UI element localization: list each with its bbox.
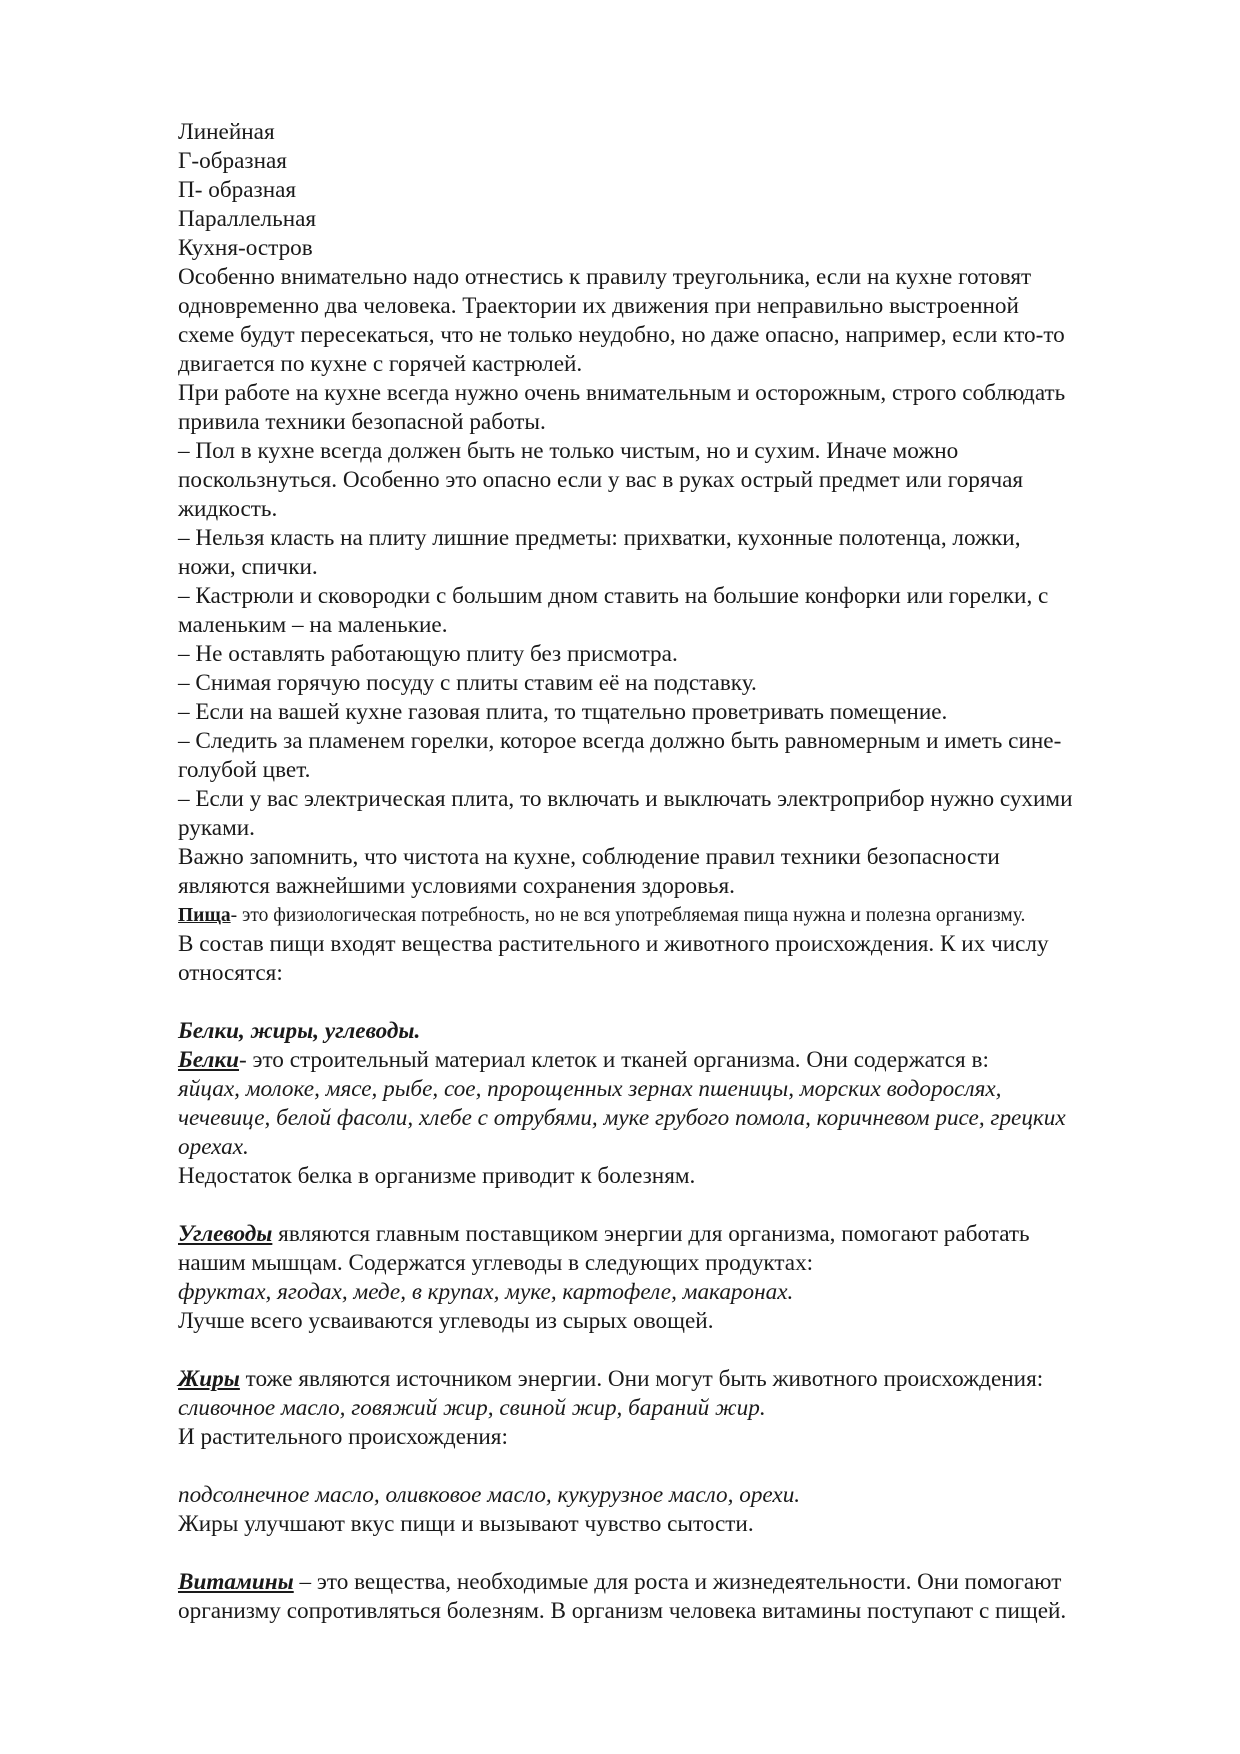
carbs-term: Углеводы [178,1221,273,1247]
carbs-definition: являются главным поставщиком энергии для организма, помогают работать [272,1221,1030,1247]
fats-term: Жиры [178,1366,240,1392]
proteins-definition: - это строительный материал клеток и тканей организма. Они содержатся в: [239,1047,989,1073]
text-line: привила техники безопасной работы. [178,409,546,435]
fats-definition-line [178,1365,1178,1394]
fats-plant-sources: подсолнечное масло, оливковое масло, кукурузное масло, орехи. [178,1482,801,1508]
layout-u-shaped: П- образная [178,177,297,203]
vitamins-paragraph [178,1568,1178,1626]
fats-paragraph [178,1365,1178,1539]
text-line: При работе на кухне всегда нужно очень внимательным и осторожным, строго соблюдать [178,380,1066,406]
rule-line: – Нельзя класть на плиту лишние предметы: прихватки, кухонные полотенца, ложки, [178,525,1021,551]
text-line: относятся: [178,960,283,986]
fats-note: Жиры улучшают вкус пищи и вызывают чувство сытости. [178,1511,754,1537]
layout-linear: Линейная [178,119,275,145]
carbs-definition-line [178,1220,1178,1249]
proteins-sources-line: чечевице, белой фасоли, хлебе с отрубями, муке грубого помола, коричневом рисе, грецких [178,1105,1066,1131]
rule-line: – Снимая горячую посуду с плиты ставим её на подставку. [178,670,757,696]
document-page [178,118,1178,1626]
food-term: Пища [178,905,231,926]
proteins-note: Недостаток белка в организме приводит к болезням. [178,1163,696,1189]
text-line: организму сопротивляться болезням. В организм человека витамины поступают с пищей. [178,1598,1067,1624]
blank-line [178,1539,1178,1568]
rule-line: – Если на вашей кухне газовая плита, то тщательно проветривать помещение. [178,699,948,725]
carbs-paragraph [178,1220,1178,1336]
fats-definition: тоже являются источником энергии. Они могут быть животного происхождения: [239,1366,1044,1392]
layout-l-shaped: Г-образная [178,148,287,174]
triangle-rule-paragraph [178,263,1178,379]
rule-line: ножи, спички. [178,554,318,580]
text-line: В состав пищи входят вещества растительного и животного происхождения. К их числу [178,931,1049,957]
text-line: одновременно два человека. Траектории их движения при неправильно выстроенной [178,293,1019,319]
proteins-definition-line [178,1046,1178,1075]
rule-line: поскользнуться. Особенно это опасно если у вас в руках острый предмет или горячая [178,467,1024,493]
proteins-term: Белки [178,1047,239,1073]
rule-line: руками. [178,815,255,841]
rule-line: – Следить за пламенем горелки, которое всегда должно быть равномерным и иметь сине- [178,728,1062,754]
text-line: являются важнейшими условиями сохранения здоровья. [178,873,735,899]
safety-intro-paragraph [178,379,1178,437]
layout-parallel: Параллельная [178,206,317,232]
text-line: схеме будут пересекаться, что не только неудобно, но даже опасно, например, если кто-то [178,322,1065,348]
rule-line: – Пол в кухне всегда должен быть не только чистым, но и сухим. Иначе можно [178,438,959,464]
vitamins-definition-line [178,1568,1178,1597]
rule-line: – Не оставлять работающую плиту без присмотра. [178,641,678,667]
text-line: Особенно внимательно надо отнестись к правилу треугольника, если на кухне готовят [178,264,1032,290]
rule-line: голубой цвет. [178,757,311,783]
rule-line: жидкость. [178,496,278,522]
proteins-sources-line: яйцах, молоке, мясе, рыбе, сое, пророщенных зернах пшеницы, морских водорослях, [178,1076,1002,1102]
food-paragraph [178,901,1178,988]
rule-line: – Если у вас электрическая плита, то включать и выключать электроприбор нужно сухими [178,786,1073,812]
conclusion-paragraph [178,843,1178,901]
rule-line: – Кастрюли и сковородки с большим дном ставить на большие конфорки или горелки, с [178,583,1049,609]
vitamins-term: Витамины [178,1569,294,1595]
rule-line: маленьким – на маленькие. [178,612,448,638]
proteins-sources-line: орехах. [178,1134,249,1160]
blank-line [178,988,1178,1017]
blank-line [178,1452,1178,1481]
carbs-note: Лучше всего усваиваются углеводы из сырых овощей. [178,1308,714,1334]
fats-animal-sources: сливочное масло, говяжий жир, свиной жир, бараний жир. [178,1395,766,1421]
carbs-sources-line: фруктах, ягодах, меде, в крупах, муке, картофеле, макаронах. [178,1279,794,1305]
nutrients-heading: Белки, жиры, углеводы. [178,1018,421,1044]
proteins-paragraph [178,1046,1178,1191]
blank-line [178,1336,1178,1365]
layout-island: Кухня-остров [178,235,313,261]
safety-rules-list [178,437,1178,843]
blank-line [178,1191,1178,1220]
text-line: двигается по кухне с горячей кастрюлей. [178,351,583,377]
food-definition-line [178,901,1178,930]
food-definition: - это физиологическая потребность, но не вся употребляемая пища нужна и полезна организму. [230,905,1026,926]
vitamins-definition: – это вещества, необходимые для роста и жизнедеятельности. Они помогают [293,1569,1062,1595]
text-line: Важно запомнить, что чистота на кухне, соблюдение правил техники безопасности [178,844,1000,870]
fats-plant-intro: И растительного происхождения: [178,1424,508,1450]
text-line: нашим мышцам. Содержатся углеводы в следующих продуктах: [178,1250,814,1276]
